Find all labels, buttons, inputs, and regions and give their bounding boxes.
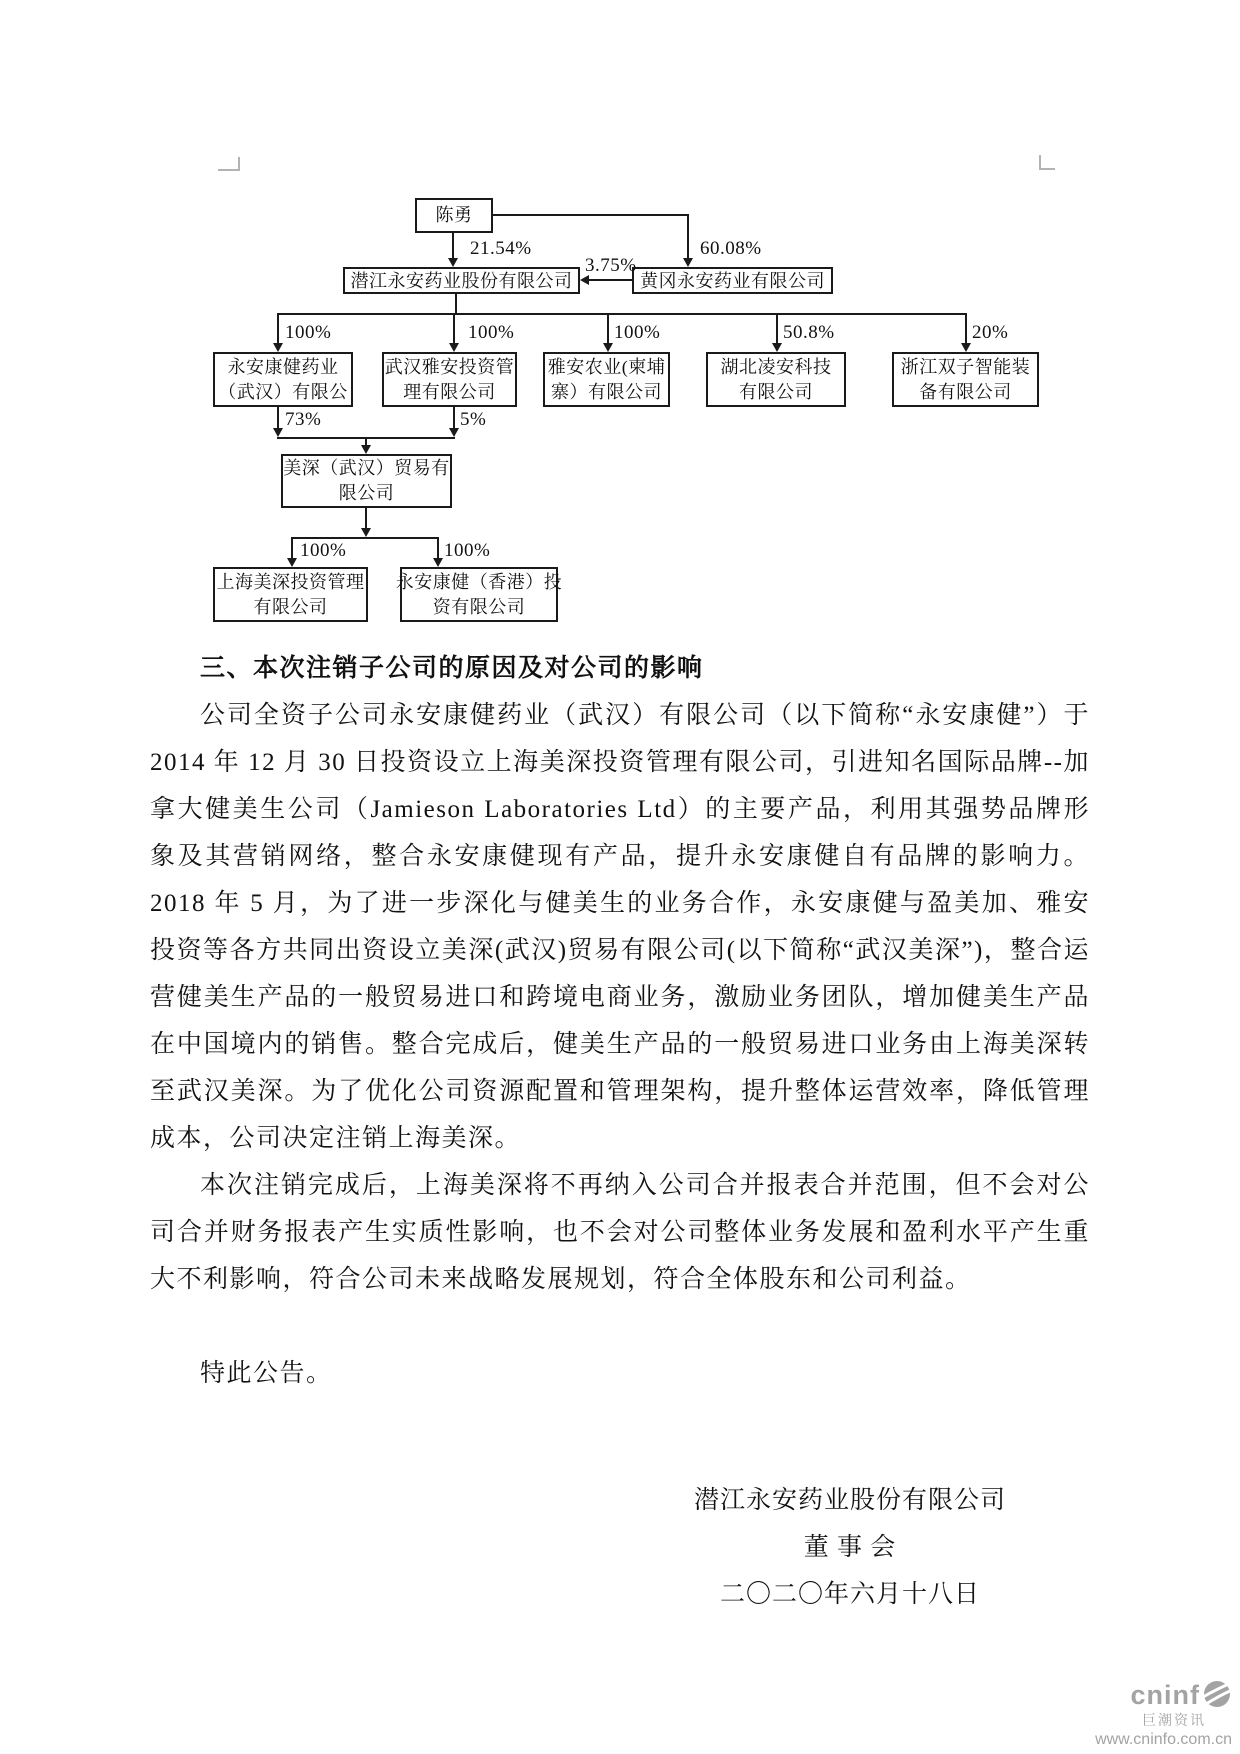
org-node-label: 浙江双子智能装	[900, 356, 1031, 377]
org-node-label: 有限公司	[253, 596, 328, 617]
body-paragraph: 公司全资子公司永安康健药业（武汉）有限公司（以下简称“永安康健”）于 2014 年 12 月 30 日投资设立上海美深投资管理有限公司，引进知名国际品牌--加拿大健美生公司（Jamieson Laboratories Ltd）的主要产品，利用其强势品牌形象及其营销网络，整合永安康健现有产品，提升永安康健自有品牌的影响力。2018 年 5 月，为了进一步深化与健美生的业务合作，永安康健与盈美加、雅安投资等各方共同出资设立美深(武汉)贸易有限公司(以下简称“武汉美深”)，整合运营健美生产品的一般贸易进口和跨境电商业务，激励业务团队，增加健美生产品在中国境内的销售。整合完成后，健美生产品的一般贸易进口业务由上海美深转至武汉美深。为了优化公司资源配置和管理架构，提升整体运营效率，降低管理成本，公司决定注销上海美深。	[150, 702, 1090, 1152]
connector-line	[277, 407, 279, 429]
connector-line	[453, 313, 455, 344]
org-node-label: 资有限公司	[432, 596, 526, 617]
org-node-shanghai-meishen	[213, 567, 368, 622]
org-node-label: 武汉雅安投资管	[384, 356, 515, 377]
org-node-label: 潜江永安药业股份有限公司	[350, 270, 573, 291]
connector-line	[493, 214, 689, 216]
connector-line	[365, 508, 367, 529]
ownership-pct-label: 21.54%	[470, 238, 532, 259]
ownership-pct-label: 100%	[285, 322, 332, 343]
org-node-label: 湖北凌安科技	[720, 356, 832, 377]
cninfo-watermark	[1000, 1680, 1232, 1749]
org-node-yongan-hongkong	[395, 567, 563, 622]
ownership-pct-label: 73%	[285, 409, 322, 430]
ownership-structure-diagram	[0, 0, 1240, 650]
org-node-label: 陈勇	[435, 205, 473, 225]
org-node-label: 美深（武汉）贸易有	[283, 458, 450, 478]
connector-arrow	[448, 258, 458, 267]
connector-line	[687, 214, 689, 258]
connector-line	[607, 313, 609, 344]
signature-company: 潜江永安药业股份有限公司	[693, 1487, 1006, 1514]
ownership-pct-label: 50.8%	[783, 322, 835, 343]
signature-board: 董 事 会	[803, 1534, 897, 1561]
connector-arrow	[449, 428, 459, 437]
org-node-hubei-lingan	[706, 352, 846, 407]
body-paragraph: 本次注销完成后，上海美深将不再纳入公司合并报表合并范围，但不会对公司合并财务报表产生实质性影响，也不会对公司整体业务发展和盈利水平产生重大不利影响，符合公司未来战略发展规划，符合全体股东和公司利益。	[150, 1172, 1090, 1293]
connector-arrow	[433, 558, 443, 567]
connector-arrow	[273, 343, 283, 352]
connector-arrow	[772, 343, 782, 352]
cninfo-brand-text: cninf	[1130, 1680, 1200, 1711]
org-node-yongan-wuhan	[213, 352, 353, 407]
org-node-chen-yong	[415, 198, 493, 233]
connector-line	[291, 537, 439, 539]
org-node-wuhan-yaan	[382, 352, 517, 407]
connector-arrow	[361, 528, 371, 537]
signature-date: 二〇二〇年六月十八日	[719, 1581, 980, 1608]
cninfo-globe-icon	[1202, 1680, 1232, 1713]
connector-arrow	[361, 445, 371, 454]
connector-arrow	[961, 343, 971, 352]
org-node-label: 有限公司	[739, 381, 813, 402]
ownership-pct-label: 100%	[614, 322, 661, 343]
ownership-pct-label: 100%	[444, 540, 491, 561]
org-node-label: 雅安农业(柬埔	[547, 356, 666, 377]
org-node-qianjiang	[343, 267, 580, 294]
org-node-zhejiang-shuangzi	[892, 352, 1039, 407]
org-node-label: 寨）有限公司	[551, 381, 662, 402]
org-node-meishen-wuhan	[281, 454, 452, 508]
cninfo-url: www.cninfo.com.cn	[1095, 1730, 1232, 1748]
connector-line	[437, 537, 439, 559]
connector-line	[455, 294, 457, 314]
org-node-label: 永安康健药业	[227, 356, 339, 377]
connector-line	[291, 537, 293, 559]
connector-arrow	[603, 343, 613, 352]
ownership-pct-label: 20%	[972, 322, 1009, 343]
org-node-huanggang	[632, 267, 833, 294]
org-node-yaan-nongye	[543, 352, 670, 407]
connector-arrow	[273, 428, 283, 437]
ownership-pct-label: 60.08%	[700, 238, 762, 259]
org-node-label: （武汉）有限公	[218, 381, 348, 402]
org-node-label: 永安康健（香港）投	[395, 571, 563, 592]
announcement-body	[150, 645, 1090, 1397]
org-node-label: 黄冈永安药业有限公司	[640, 270, 825, 291]
ownership-pct-label: 3.75%	[585, 255, 637, 276]
ownership-pct-label: 100%	[468, 322, 515, 343]
connector-line	[277, 313, 279, 344]
ownership-pct-label: 100%	[300, 540, 347, 561]
connector-line	[776, 313, 778, 344]
connector-line	[453, 407, 455, 429]
connector-arrow	[449, 343, 459, 352]
connector-line	[589, 279, 632, 281]
closing-statement: 特此公告。	[200, 1360, 333, 1387]
section-heading: 三、本次注销子公司的原因及对公司的影响	[200, 655, 704, 682]
org-node-label: 限公司	[338, 483, 395, 503]
connector-arrow	[287, 558, 297, 567]
signature-block	[600, 1477, 1100, 1618]
ownership-pct-label: 5%	[460, 409, 487, 430]
org-node-label: 理有限公司	[403, 381, 496, 402]
connector-line	[965, 313, 967, 344]
connector-line	[277, 313, 967, 315]
org-node-label: 备有限公司	[919, 381, 1012, 402]
cninfo-cn-name: 巨潮资讯	[1142, 1713, 1206, 1729]
connector-line	[452, 233, 454, 258]
org-node-label: 上海美深投资管理	[216, 571, 365, 592]
connector-arrow	[683, 258, 693, 267]
